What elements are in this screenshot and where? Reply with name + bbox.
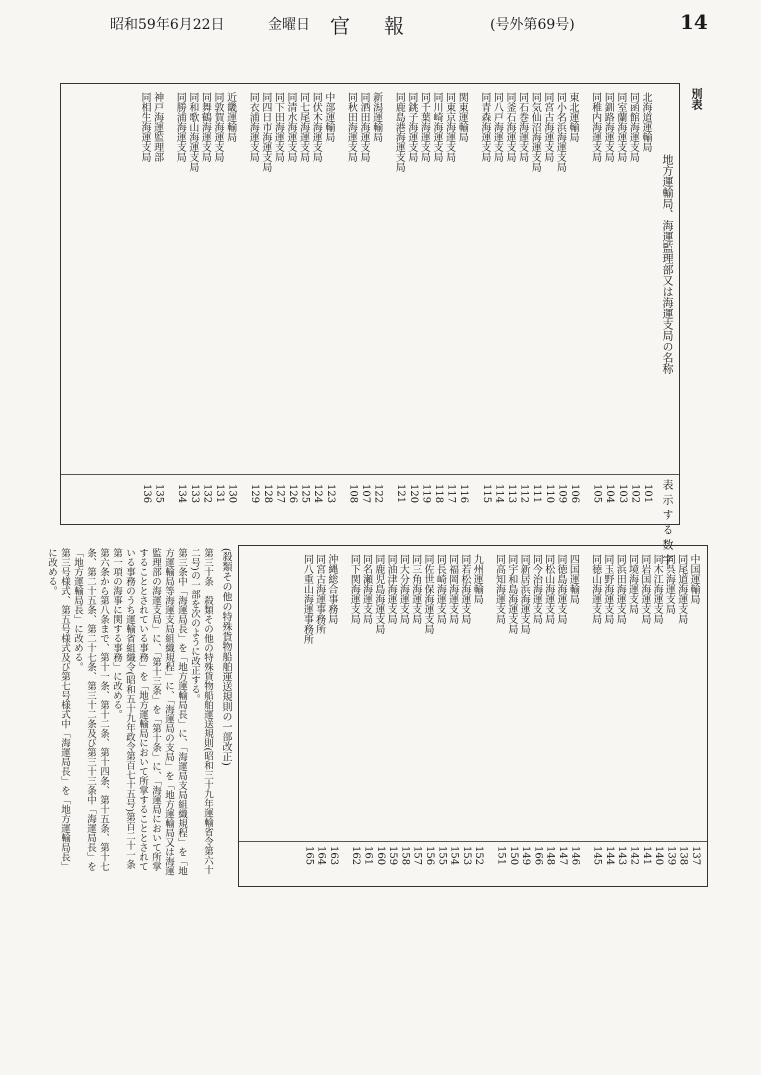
- office-code: 132: [201, 484, 213, 504]
- office-code: 151: [495, 846, 507, 866]
- amendment-paragraph: 第三号様式、第五号様式及び第七号様式中「海運局長」を「地方運輸局長」に改める。: [46, 548, 70, 871]
- office-name: 同釜石海運支局: [504, 92, 515, 162]
- office-name: 同舞鶴海運支局: [199, 92, 211, 162]
- office-name: 同宮古海運事務所: [313, 554, 325, 634]
- office-name: 九州運輸局: [471, 554, 483, 604]
- office-name: 同東京海運支局: [443, 92, 455, 162]
- office-code: 166: [532, 846, 544, 866]
- office-code: 138: [677, 846, 689, 866]
- amendment-text: [46, 548, 232, 888]
- office-name: 同大分海運支局: [397, 554, 409, 624]
- office-code: 156: [424, 846, 435, 866]
- amendment-paragraph: 第三十条 殺類その他の特殊貨物船舶運送規則(昭和三十九年運輸省令第六十二号)の一部を次のように改正する。: [189, 548, 213, 875]
- office-code: 134: [176, 484, 188, 504]
- office-name: 同高知海運支局: [493, 554, 505, 624]
- office-name: 関東運輸局: [456, 92, 468, 142]
- office-code: 163: [327, 846, 339, 866]
- office-code: 147: [557, 846, 568, 866]
- office-name: 中国運輸局: [688, 554, 699, 604]
- office-code: 145: [591, 846, 603, 866]
- office-code: 161: [362, 846, 374, 866]
- page-header: [0, 0, 761, 48]
- office-name: 同玉野海運支局: [601, 554, 613, 624]
- office-name: 同徳山海運支局: [589, 554, 601, 624]
- office-name: 同勝浦海運支局: [174, 92, 186, 162]
- office-code: 103: [616, 484, 628, 504]
- office-code: 142: [628, 846, 640, 866]
- office-code: 116: [458, 484, 470, 504]
- office-name: 同下田海運支局: [272, 92, 284, 162]
- office-name: 同石巻海運支局: [516, 92, 528, 162]
- office-code: 117: [445, 484, 457, 504]
- appendix-label: 別表: [690, 88, 703, 110]
- office-code: 150: [507, 846, 519, 866]
- office-code: 137: [690, 846, 701, 866]
- office-name: 同八戸海運支局: [491, 92, 503, 162]
- office-name: 同銚子海運支局: [405, 92, 417, 162]
- office-name: 同境海運支局: [626, 554, 638, 614]
- office-code: 164: [315, 846, 327, 866]
- office-code-table: [60, 83, 680, 569]
- office-name: 同千葉海運支局: [418, 92, 430, 162]
- office-name: 新潟運輸局: [370, 92, 382, 142]
- amendment-heading: (殺類その他の特殊貨物船舶運送規則の一部改正): [220, 548, 231, 766]
- office-code: 101: [642, 484, 653, 504]
- column-divider: [239, 841, 707, 842]
- office-code: 102: [629, 484, 641, 504]
- office-name: 同呉海運支局: [663, 554, 675, 614]
- office-name: 中部運輸局: [322, 92, 334, 142]
- office-name: 同清水海運支局: [285, 92, 296, 162]
- office-code: 104: [604, 484, 616, 504]
- office-name: 同四日市海運支局: [259, 92, 271, 172]
- office-name: 同川崎海運支局: [431, 92, 442, 162]
- office-name: 同七尾海運支局: [297, 92, 309, 162]
- number-column-header: 表示する数字: [661, 479, 674, 569]
- office-name: 沖縄総合事務局: [325, 554, 337, 624]
- office-name: 同小名浜海運支局: [554, 92, 566, 172]
- office-code: 140: [653, 846, 665, 866]
- office-code: 149: [520, 846, 532, 866]
- office-code: 155: [436, 846, 448, 866]
- office-name: 同新居浜海運支局: [518, 554, 530, 634]
- office-code: 136: [141, 484, 152, 504]
- office-code: 160: [374, 846, 386, 866]
- amendment-paragraph: 第六条から第八条まで、第十一条、第十二条、第十四条、第十五条、第十七条、第二十五条、第二十七条、第三十二条及び第三十三条中「海運局長」を「地方運輸局長」に改める。: [72, 548, 109, 871]
- office-name: 同今治海運支局: [530, 554, 542, 624]
- office-code: 106: [569, 484, 580, 504]
- office-code: 128: [261, 484, 273, 504]
- office-code: 121: [395, 484, 407, 504]
- office-name: 同宮古海運支局: [541, 92, 553, 162]
- office-name: 同釧路海運支局: [602, 92, 614, 162]
- office-code: 113: [506, 484, 517, 504]
- gazette-title: 官報: [330, 14, 438, 38]
- office-code: 109: [556, 484, 568, 504]
- office-name: 神戸海運監理部: [151, 92, 163, 162]
- office-name: 同相生海運支局: [139, 92, 150, 162]
- office-name: 同宇和島海運支局: [505, 554, 517, 634]
- office-code: 133: [188, 484, 200, 504]
- amendment-paragraph: 第三条中「海運局長」を「地方運輸局長」に、「海運局支局組織規程」を「地方運輸局等海運支局組織規程」に、「海運局の支局」を「地方運輸局又は海運監理部の海運支局」に、「第十三条」を「第十条」に、「海運局において所掌することとされている事務」を「地方運輸局において所掌することとされている事務のうち運輸省組織令(昭和五十九年政令第百七十五号)第百二十一条第一項の海事に関する事務」に改める。: [111, 548, 187, 876]
- office-code: 110: [543, 484, 555, 504]
- office-name: 同油津海運支局: [385, 554, 397, 624]
- office-code: 146: [569, 846, 581, 866]
- office-code: 111: [531, 484, 543, 504]
- office-code: 126: [287, 484, 298, 504]
- office-name: 同下関海運支局: [348, 554, 360, 624]
- office-code: 148: [544, 846, 556, 866]
- issue-number: (号外第69号): [490, 17, 575, 33]
- office-code: 129: [249, 484, 261, 504]
- office-code: 125: [299, 484, 311, 504]
- office-code: 118: [433, 484, 444, 504]
- office-code: 119: [420, 484, 432, 504]
- office-code: 105: [591, 484, 603, 504]
- office-name: 同室蘭海運支局: [614, 92, 626, 162]
- office-name: 同和歌山海運支局: [186, 92, 198, 172]
- office-name: 同酒田海運支局: [358, 92, 369, 162]
- office-name: 北海道運輸局: [640, 92, 651, 152]
- office-code: 135: [153, 484, 165, 504]
- issue-date: 昭和59年6月22日: [110, 17, 225, 33]
- office-name: 同函館海運支局: [627, 92, 639, 162]
- office-name: 同尾道海運支局: [675, 554, 687, 624]
- issue-weekday: 金曜日: [268, 17, 310, 33]
- column-divider: [61, 474, 679, 475]
- office-name: 同名瀬海運支局: [360, 554, 372, 624]
- office-name: 同衣浦海運支局: [247, 92, 259, 162]
- office-code: 152: [473, 846, 485, 866]
- office-name: 同長崎海運支局: [434, 554, 446, 624]
- office-code: 158: [399, 846, 411, 866]
- amendment-body: [46, 548, 214, 878]
- office-name: 同三角海運支局: [409, 554, 421, 624]
- office-name: 同徳島海運支局: [555, 554, 566, 624]
- office-name: 近畿運輸局: [224, 92, 236, 142]
- office-code: 165: [303, 846, 315, 866]
- page-number: 14: [680, 10, 708, 34]
- office-name: 同敦賀海運支局: [212, 92, 223, 162]
- office-code: 114: [493, 484, 505, 504]
- office-code: 157: [411, 846, 423, 866]
- office-name: 同気仙沼海運支局: [529, 92, 541, 172]
- office-code: 112: [518, 484, 530, 504]
- office-name: 同浜田海運支局: [614, 554, 626, 624]
- office-code: 124: [312, 484, 324, 504]
- office-name: 同若松海運支局: [458, 554, 470, 624]
- office-code: 153: [460, 846, 472, 866]
- office-code-table-continued: [238, 545, 708, 887]
- office-code: 120: [407, 484, 419, 504]
- office-code: 131: [214, 484, 225, 504]
- office-code: 130: [226, 484, 238, 504]
- office-code: 154: [448, 846, 460, 866]
- office-name: 同秋田海運支局: [345, 92, 357, 162]
- office-name: 同岩国海運支局: [638, 554, 650, 624]
- office-code: 144: [603, 846, 615, 866]
- office-name: 同鹿島港海運支局: [393, 92, 405, 172]
- office-code: 139: [665, 846, 677, 866]
- office-name: 同松山海運支局: [542, 554, 554, 624]
- office-code: 107: [360, 484, 371, 504]
- office-code: 122: [372, 484, 384, 504]
- office-name: 同佐世保海運支局: [422, 554, 433, 634]
- name-column-header: 地方運輸局、海運監理部又は海運支局の名称: [661, 154, 674, 374]
- office-name: 同木江海運支局: [651, 554, 663, 624]
- office-name: 同鹿児島海運支局: [372, 554, 384, 634]
- office-name: 四国運輸局: [567, 554, 579, 604]
- office-code: 162: [350, 846, 362, 866]
- office-code: 159: [387, 846, 399, 866]
- office-code: 108: [347, 484, 359, 504]
- office-name: 同八重山海運事務所: [301, 554, 313, 644]
- office-name: 同福岡海運支局: [446, 554, 458, 624]
- office-code: 127: [274, 484, 286, 504]
- office-code: 123: [324, 484, 336, 504]
- office-code: 141: [640, 846, 652, 866]
- office-name: 同稚内海運支局: [589, 92, 601, 162]
- office-name: 東北運輸局: [567, 92, 578, 142]
- office-name: 同青森海運支局: [478, 92, 490, 162]
- office-name: 同伏木海運支局: [310, 92, 322, 162]
- office-code: 115: [480, 484, 492, 504]
- office-code: 143: [616, 846, 628, 866]
